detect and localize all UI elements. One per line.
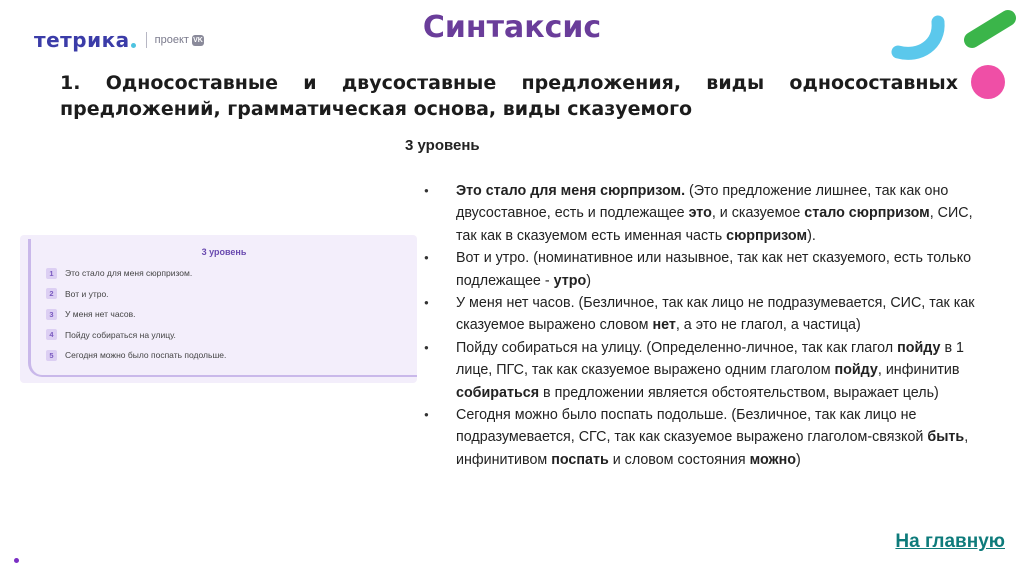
answer-text: в предложении является обстоятельством, выражает цель) (539, 384, 939, 401)
answer-text: ). (807, 227, 816, 244)
answer-item (424, 404, 979, 471)
task-text: Пойду собираться на улицу. (65, 329, 176, 340)
answer-text: и словом состояния (608, 451, 750, 468)
answer-text: Вот и утро. (номинативное или назывное, так как нет сказуемого, есть только подлежащее - (456, 250, 972, 289)
task-text: Сегодня можно было поспать подольше. (65, 350, 227, 361)
answer-text: У меня нет часов. (Безличное, так как лицо не подразумевается, СИС, так как сказуемое выражено словом (456, 295, 975, 334)
pink-circle-icon (968, 62, 1008, 102)
answer-text: (Это предложение лишнее, так как оно двусоставное, есть и подлежащее (456, 183, 949, 222)
logo-brand: тетрика (34, 28, 130, 52)
logo-project-label: проект (154, 34, 189, 46)
task-item (46, 325, 417, 346)
blue-curve-icon (890, 14, 950, 66)
vk-icon: VK (193, 36, 203, 44)
answer-text: в 1 лице, ПГС, так как сказуемое выражено одним глаголом (456, 339, 964, 379)
task-number: 3 (46, 309, 57, 320)
answer-text: , инфинитив (877, 362, 960, 379)
answer-bold-text: поспать (551, 451, 609, 468)
answer-item (424, 247, 979, 292)
task-item (46, 345, 417, 366)
answer-bold-text: это (688, 205, 712, 222)
answer-text: , и сказуемое (711, 205, 805, 222)
answer-bold-text: пойду (834, 362, 878, 379)
answer-bold-text: утро (553, 272, 587, 289)
answer-text: ) (796, 451, 801, 468)
task-number: 1 (46, 268, 57, 279)
page-title: Синтаксис (422, 10, 602, 45)
answer-bold-text: собираться (456, 384, 540, 401)
answer-text: , а это не глагол, а частица) (675, 317, 861, 334)
answer-text: Пойду собираться на улицу. (Определенно-личное, так как глагол (456, 339, 898, 356)
answer-item (424, 337, 979, 404)
answer-bold-text: быть (927, 429, 965, 446)
answer-bold-text: стало сюрпризом (804, 205, 930, 222)
answer-text: , инфинитивом (456, 429, 969, 468)
task-text: У меня нет часов. (65, 309, 136, 320)
home-link[interactable]: На главную (895, 531, 1005, 552)
task-item (46, 263, 417, 284)
task-number: 5 (46, 350, 57, 361)
answer-text: , СИС, так как в сказуемом есть именная часть (456, 205, 973, 244)
topic-heading: 1. Односоставные и двусоставные предложения, виды односоставных предложений, грамматическая основа, виды сказуемого (60, 72, 958, 120)
task-card-image (20, 235, 417, 383)
task-number: 4 (46, 329, 57, 340)
answer-item (424, 292, 979, 337)
task-item (46, 304, 417, 325)
answer-text: ) (586, 272, 591, 289)
answer-item (424, 180, 979, 247)
answer-bold-text: Это стало для меня сюрпризом. (456, 183, 686, 199)
task-card-header: 3 уровень (201, 247, 247, 257)
answer-bold-text: можно (749, 451, 796, 468)
bullet-dot-icon (14, 558, 19, 563)
answers-list (424, 180, 979, 471)
answer-bold-text: сюрпризом (726, 227, 808, 244)
task-item (46, 284, 417, 305)
task-text: Это стало для меня сюрпризом. (65, 268, 193, 279)
task-number: 2 (46, 288, 57, 299)
task-text: Вот и утро. (65, 288, 109, 299)
answer-bold-text: пойду (897, 339, 941, 356)
task-card-frame (28, 239, 417, 377)
level-label: 3 уровень (405, 137, 480, 154)
answer-text: Сегодня можно было поспать подольше. (Безличное, так как лицо не подразумевается, СГС, так как сказуемое выражено глаголом-связкой (456, 407, 928, 446)
answer-bold-text: нет (652, 317, 676, 334)
green-pill-icon (960, 8, 1020, 52)
